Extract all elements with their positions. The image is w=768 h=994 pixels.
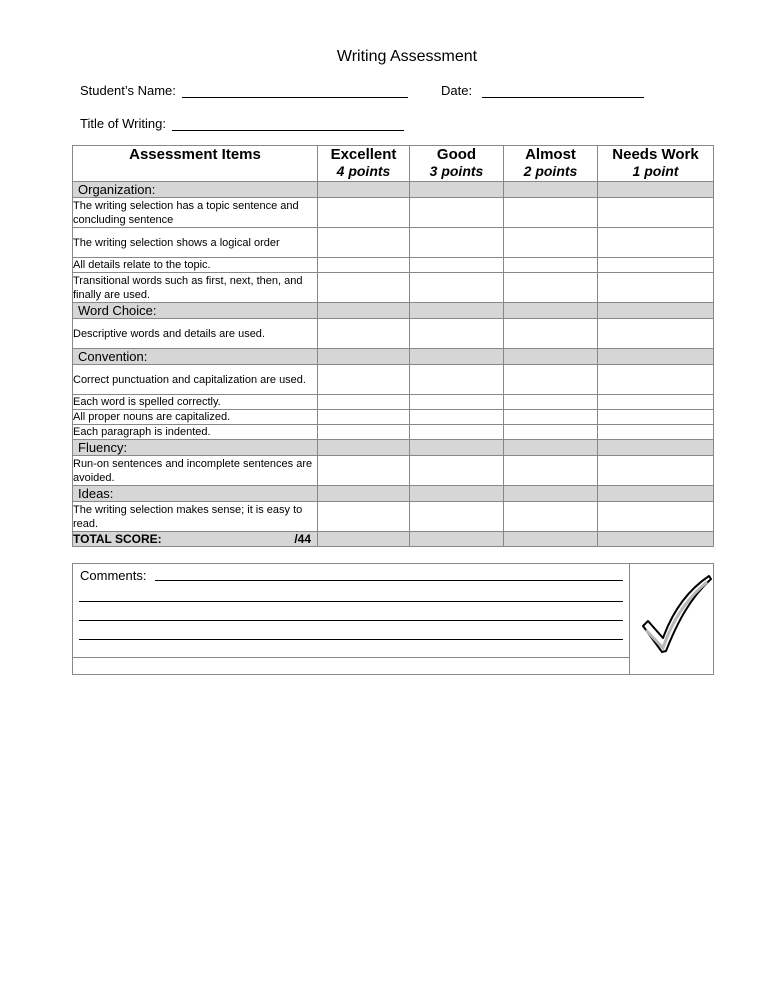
page-title: Writing Assessment bbox=[336, 48, 478, 65]
column-points: 4 points bbox=[336, 163, 391, 179]
assessment-item: Each paragraph is indented. bbox=[73, 425, 318, 440]
table-row bbox=[73, 395, 714, 410]
score-cell[interactable] bbox=[504, 182, 598, 198]
table-row bbox=[73, 228, 714, 258]
score-cell[interactable] bbox=[318, 349, 410, 365]
score-cell[interactable] bbox=[410, 395, 504, 410]
score-cell[interactable] bbox=[318, 228, 410, 258]
score-cell[interactable] bbox=[504, 228, 598, 258]
score-cell[interactable] bbox=[318, 440, 410, 456]
comment-line[interactable] bbox=[79, 620, 623, 621]
score-cell[interactable] bbox=[318, 425, 410, 440]
comments-box bbox=[72, 563, 714, 675]
table-row bbox=[73, 365, 714, 395]
date-field[interactable] bbox=[441, 83, 644, 98]
assessment-items-header: Assessment Items bbox=[73, 146, 318, 182]
comments-vertical-divider bbox=[629, 564, 630, 674]
score-cell[interactable] bbox=[598, 319, 714, 349]
score-cell[interactable] bbox=[318, 303, 410, 319]
table-row bbox=[73, 273, 714, 303]
assessment-item: Correct punctuation and capitalization are used. bbox=[73, 365, 318, 395]
total-score-label bbox=[73, 532, 318, 547]
section-label: Word Choice: bbox=[73, 303, 318, 319]
total-score-row bbox=[73, 532, 714, 547]
score-cell[interactable] bbox=[598, 410, 714, 425]
score-cell[interactable] bbox=[598, 258, 714, 273]
assessment-item: The writing selection has a topic sentence and concluding sentence bbox=[73, 198, 318, 228]
column-points: 1 point bbox=[632, 163, 679, 179]
score-cell[interactable] bbox=[504, 349, 598, 365]
table-row bbox=[73, 425, 714, 440]
assessment-item: Each word is spelled correctly. bbox=[73, 395, 318, 410]
score-cell[interactable] bbox=[410, 303, 504, 319]
score-cell[interactable] bbox=[318, 182, 410, 198]
score-cell[interactable] bbox=[598, 273, 714, 303]
score-cell[interactable] bbox=[318, 198, 410, 228]
comments-label: Comments: bbox=[80, 568, 147, 583]
score-cell[interactable] bbox=[504, 425, 598, 440]
score-cell[interactable] bbox=[504, 486, 598, 502]
comment-line[interactable] bbox=[79, 639, 623, 640]
table-row bbox=[73, 456, 714, 486]
column-points: 2 points bbox=[523, 163, 578, 179]
title-of-writing-label: Title of Writing: bbox=[80, 116, 166, 131]
score-cell[interactable] bbox=[318, 273, 410, 303]
rubric-header-row bbox=[73, 146, 714, 182]
score-cell[interactable] bbox=[410, 349, 504, 365]
score-cell[interactable] bbox=[504, 303, 598, 319]
score-cell[interactable] bbox=[410, 425, 504, 440]
title-of-writing-line[interactable] bbox=[172, 118, 404, 131]
table-row bbox=[73, 410, 714, 425]
column-label: Needs Work bbox=[612, 146, 699, 163]
assessment-item: The writing selection makes sense; it is easy to read. bbox=[73, 502, 318, 532]
score-cell[interactable] bbox=[318, 486, 410, 502]
score-cell[interactable] bbox=[598, 440, 714, 456]
column-header-needs-work bbox=[598, 146, 714, 182]
score-cell[interactable] bbox=[410, 258, 504, 273]
score-cell[interactable] bbox=[504, 319, 598, 349]
total-cell[interactable] bbox=[318, 532, 410, 547]
score-cell[interactable] bbox=[410, 365, 504, 395]
score-cell[interactable] bbox=[598, 456, 714, 486]
title-of-writing-field[interactable] bbox=[80, 116, 404, 131]
score-cell[interactable] bbox=[318, 258, 410, 273]
column-label: Good bbox=[436, 146, 477, 163]
score-cell[interactable] bbox=[504, 456, 598, 486]
score-cell[interactable] bbox=[318, 365, 410, 395]
score-cell[interactable] bbox=[598, 349, 714, 365]
student-name-line[interactable] bbox=[182, 85, 408, 98]
student-name-field[interactable] bbox=[80, 83, 408, 98]
score-cell[interactable] bbox=[504, 440, 598, 456]
total-cell[interactable] bbox=[598, 532, 714, 547]
assessment-item: All details relate to the topic. bbox=[73, 258, 318, 273]
score-cell[interactable] bbox=[410, 456, 504, 486]
student-name-label: Student’s Name: bbox=[80, 83, 176, 98]
column-header-good bbox=[410, 146, 504, 182]
checkmark-icon bbox=[633, 568, 713, 668]
rubric-table bbox=[72, 145, 714, 547]
score-cell[interactable] bbox=[410, 410, 504, 425]
assessment-item: Run-on sentences and incomplete sentences are avoided. bbox=[73, 456, 318, 486]
section-row-ideas bbox=[73, 486, 714, 502]
score-cell[interactable] bbox=[598, 228, 714, 258]
assessment-item: All proper nouns are capitalized. bbox=[73, 410, 318, 425]
section-row-organization bbox=[73, 182, 714, 198]
score-cell[interactable] bbox=[410, 228, 504, 258]
score-cell[interactable] bbox=[410, 273, 504, 303]
score-cell[interactable] bbox=[410, 182, 504, 198]
section-row-convention bbox=[73, 349, 714, 365]
score-cell[interactable] bbox=[598, 365, 714, 395]
table-row bbox=[73, 319, 714, 349]
score-cell[interactable] bbox=[410, 319, 504, 349]
section-row-word-choice bbox=[73, 303, 714, 319]
score-cell[interactable] bbox=[598, 198, 714, 228]
section-label: Ideas: bbox=[73, 486, 318, 502]
score-cell[interactable] bbox=[504, 273, 598, 303]
score-cell[interactable] bbox=[318, 319, 410, 349]
score-cell[interactable] bbox=[318, 410, 410, 425]
score-cell[interactable] bbox=[598, 182, 714, 198]
column-header-almost bbox=[504, 146, 598, 182]
score-cell[interactable] bbox=[504, 410, 598, 425]
score-cell[interactable] bbox=[410, 198, 504, 228]
column-label: Almost bbox=[525, 146, 576, 163]
total-cell[interactable] bbox=[504, 532, 598, 547]
section-row-fluency bbox=[73, 440, 714, 456]
score-cell[interactable] bbox=[318, 502, 410, 532]
table-row bbox=[73, 198, 714, 228]
score-cell[interactable] bbox=[410, 502, 504, 532]
score-cell[interactable] bbox=[318, 395, 410, 410]
table-row bbox=[73, 502, 714, 532]
score-cell[interactable] bbox=[598, 425, 714, 440]
assessment-item: Descriptive words and details are used. bbox=[73, 319, 318, 349]
comment-line[interactable] bbox=[79, 601, 623, 602]
score-cell[interactable] bbox=[504, 258, 598, 273]
comments-divider bbox=[73, 657, 629, 658]
assessment-item: Transitional words such as first, next, then, and finally are used. bbox=[73, 273, 318, 303]
score-cell[interactable] bbox=[504, 502, 598, 532]
score-cell[interactable] bbox=[410, 486, 504, 502]
column-header-excellent bbox=[318, 146, 410, 182]
score-cell[interactable] bbox=[598, 486, 714, 502]
score-cell[interactable] bbox=[504, 395, 598, 410]
table-row bbox=[73, 258, 714, 273]
score-cell[interactable] bbox=[318, 456, 410, 486]
total-max: /44 bbox=[294, 532, 311, 546]
column-label: Excellent bbox=[330, 146, 397, 163]
score-cell[interactable] bbox=[598, 303, 714, 319]
section-label: Fluency: bbox=[73, 440, 318, 456]
total-cell[interactable] bbox=[410, 532, 504, 547]
score-cell[interactable] bbox=[504, 365, 598, 395]
column-points: 3 points bbox=[429, 163, 484, 179]
comment-line[interactable] bbox=[155, 580, 623, 581]
section-label: Convention: bbox=[73, 349, 318, 365]
assessment-item: The writing selection shows a logical order bbox=[73, 228, 318, 258]
section-label: Organization: bbox=[73, 182, 318, 198]
date-line[interactable] bbox=[482, 85, 644, 98]
score-cell[interactable] bbox=[598, 502, 714, 532]
total-label: TOTAL SCORE: bbox=[73, 532, 162, 546]
score-cell[interactable] bbox=[598, 395, 714, 410]
score-cell[interactable] bbox=[504, 198, 598, 228]
score-cell[interactable] bbox=[410, 440, 504, 456]
date-label: Date: bbox=[441, 83, 473, 98]
